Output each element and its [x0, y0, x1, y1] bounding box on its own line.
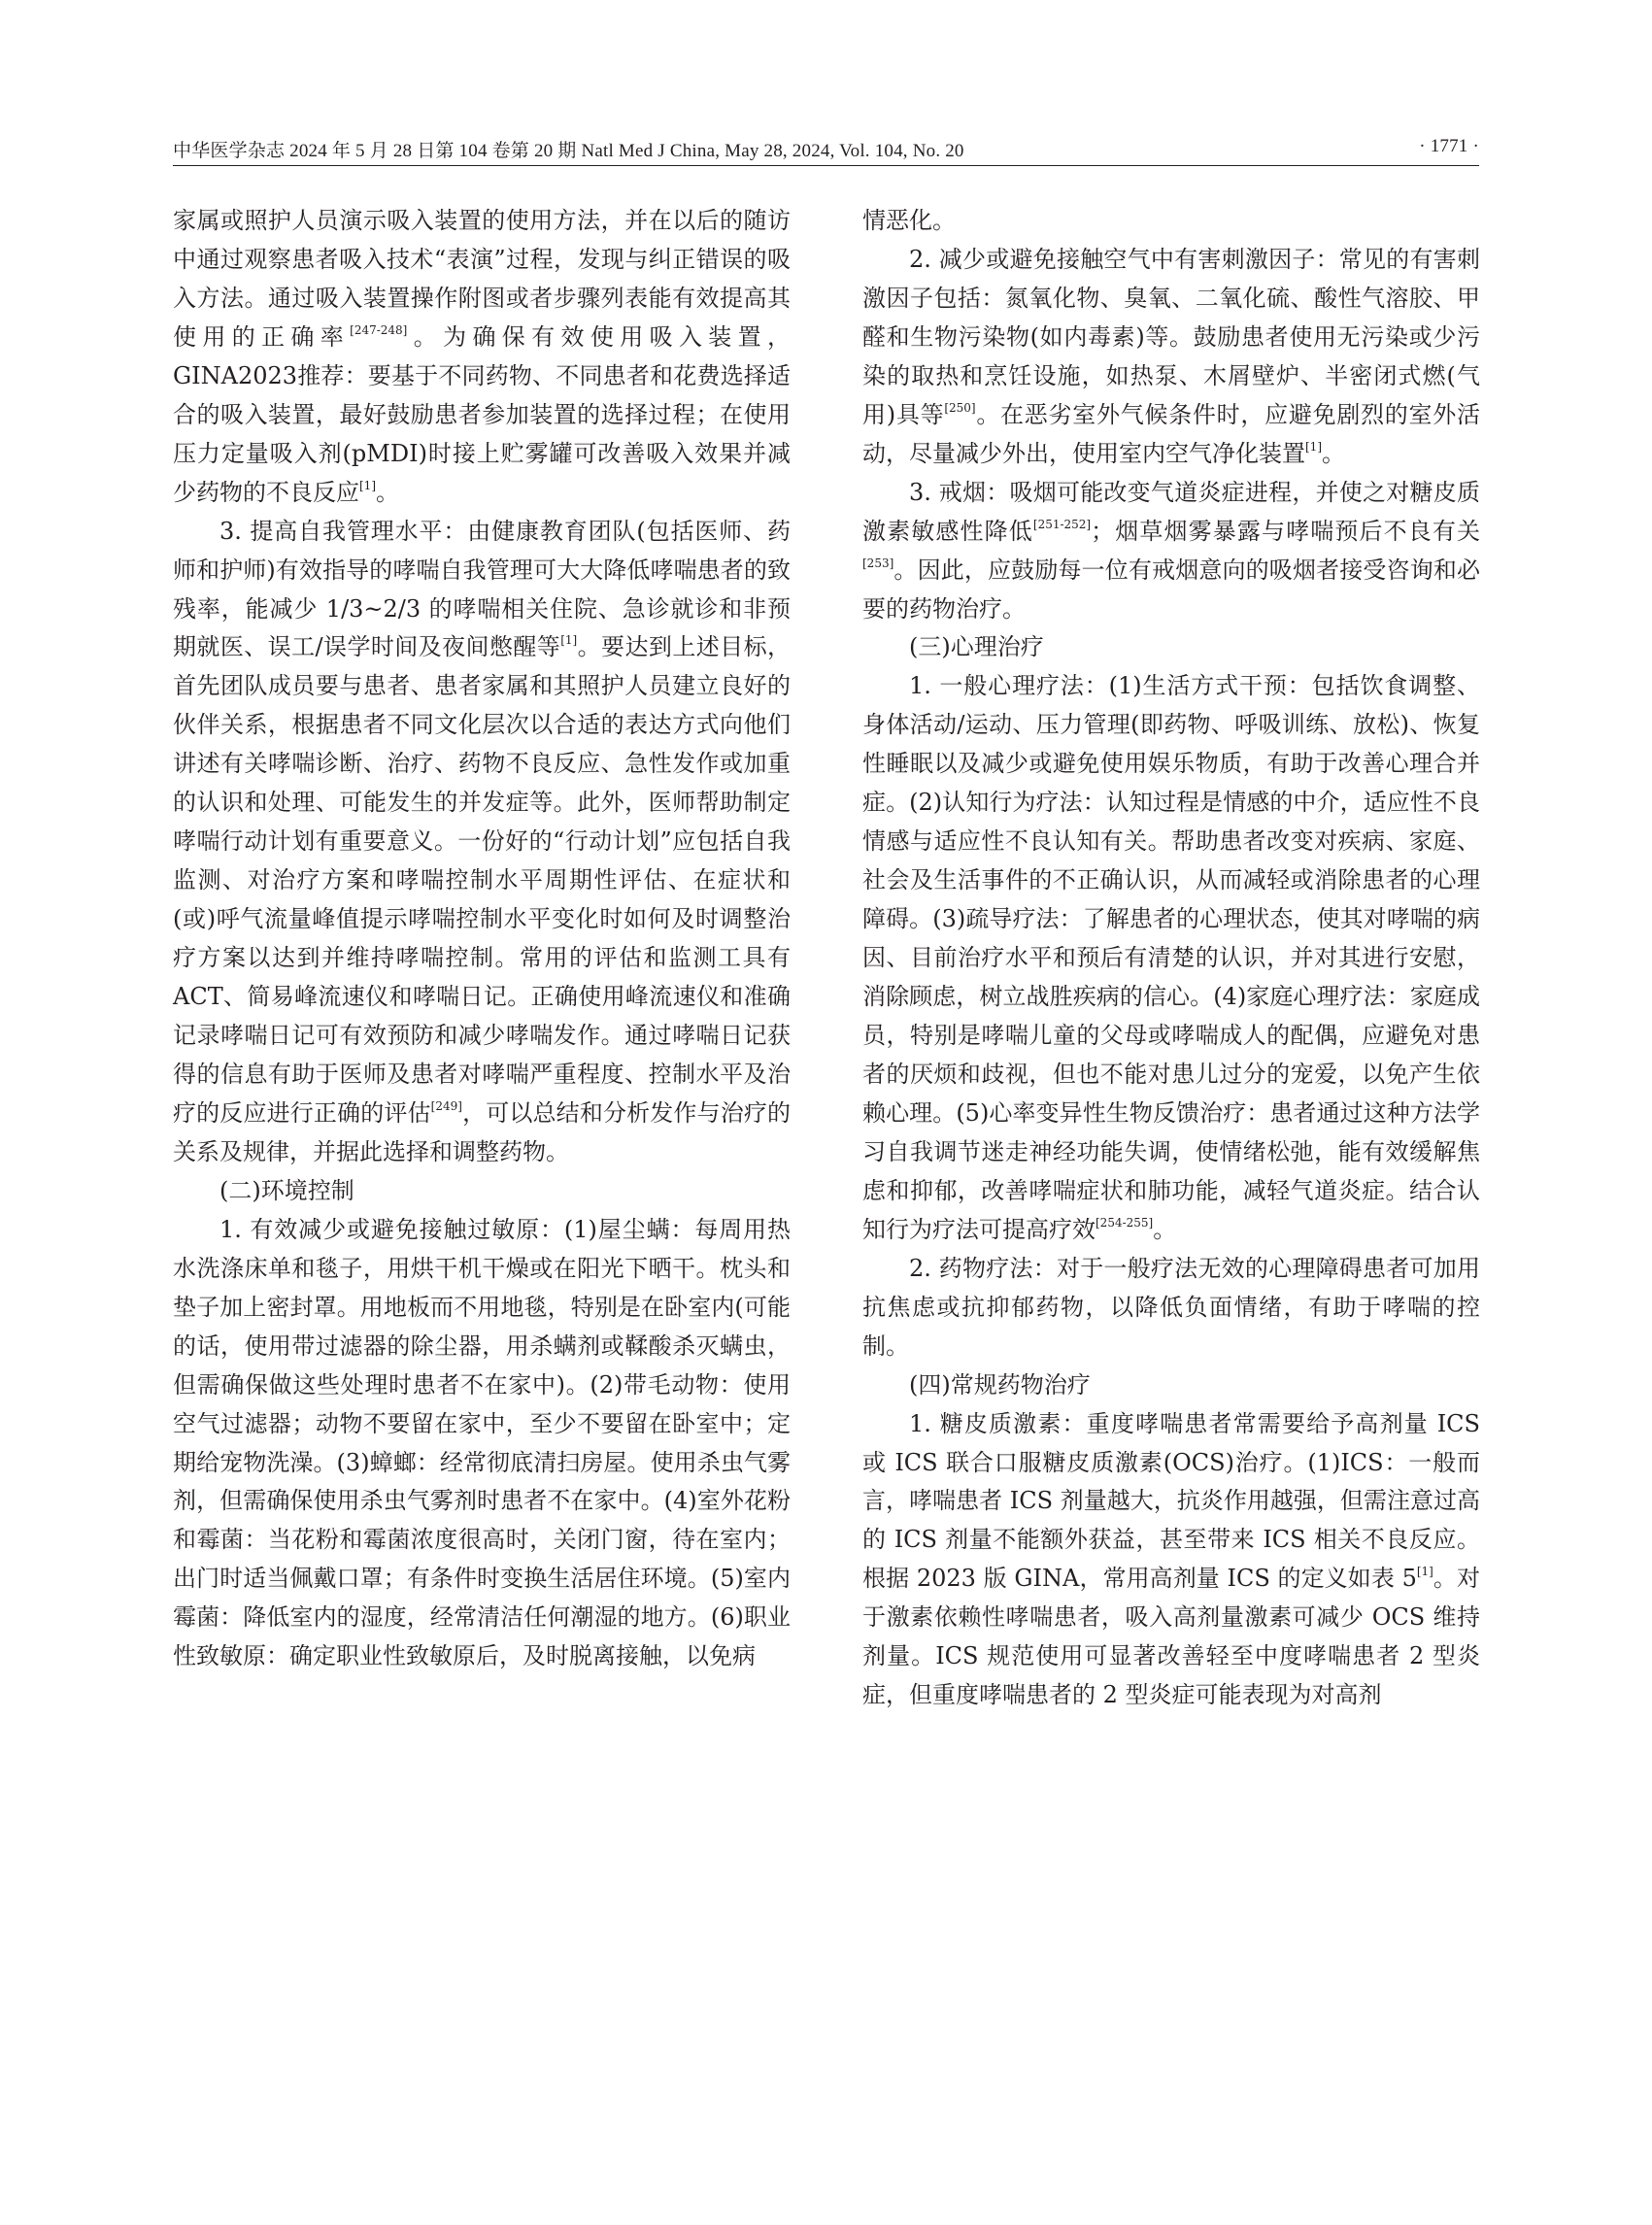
- header-rule: [173, 165, 1479, 166]
- paragraph-corticosteroids: 1. 糖皮质激素：重度哮喘患者常需要给予高剂量 ICS 或 ICS 联合口服糖皮质激素(OCS)治疗。(1)ICS：一般而言，哮喘患者 ICS 剂量越大，抗炎作用越强，但需注意过高的 ICS 剂量不能额外获益，甚至带来 ICS 相关不良反应。根据 2023 版 GINA，常用高剂量 ICS 的定义如表 5[1]。对于激素依赖性哮喘患者，吸入高剂量激素可减少 OCS 维持剂量。ICS 规范使用可显著改善轻至中度哮喘患者 2 型炎症，但重度哮喘患者的 2 型炎症可能表现为对高剂: [862, 1409, 1480, 1709]
- paragraph-allergen-avoidance: 1. 有效减少或避免接触过敏原：(1)屋尘螨：每周用热水洗涤床单和毯子，用烘干机干燥或在阳光下晒干。枕头和垫子加上密封罩。用地板而不用地毯，特别是在卧室内(可能的话，使用带过滤器的除尘器，用杀螨剂或鞣酸杀灭螨虫，但需确保做这些处理时患者不在家中)。(2)带毛动物：使用空气过滤器；动物不要留在家中，至少不要留在卧室中；定期给宠物洗澡。(3)蟑螂：经常彻底清扫房屋。使用杀虫气雾剂，但需确保使用杀虫气雾剂时患者不在家中。(4)室外花粉和霉菌：当花粉和霉菌浓度很高时，关闭门窗，待在室内；出门时适当佩戴口罩；有条件时变换生活居住环境。(5)室内霉菌：降低室内的湿度，经常清洁任何潮湿的地方。(6)职业性致敏原：确定职业性致敏原后，及时脱离接触，以免病: [173, 1215, 791, 1670]
- journal-citation: 中华医学杂志 2024 年 5 月 28 日第 104 卷第 20 期 Natl Med J China, May 28, 2024, Vol. 104, No. 20: [173, 141, 964, 161]
- citation-ref: [250]: [944, 400, 976, 415]
- page-number: · 1771 ·: [1419, 136, 1479, 156]
- citation-ref: [1]: [1416, 1565, 1433, 1579]
- section-heading-psychotherapy: (三)心理治疗: [909, 633, 1044, 661]
- paragraph-self-management: 3. 提高自我管理水平：由健康教育团队(包括医师、药师和护师)有效指导的哮喘自我管理可大大降低哮喘患者的致残率，能减少 1/3~2/3 的哮喘相关住院、急诊就诊和非预期就医、误工/误学时间及夜间憋醒等[1]。要达到上述目标，首先团队成员要与患者、患者家属和其照护人员建立良好的伙伴关系，根据患者不同文化层次以合适的表达方式向他们讲述有关哮喘诊断、治疗、药物不良反应、急性发作或加重的认识和处理、可能发生的并发症等。此外，医师帮助制定哮喘行动计划有重要意义。一份好的“行动计划”应包括自我监测、对治疗方案和哮喘控制水平周期性评估、在症状和(或)呼气流量峰值提示哮喘控制水平变化时如何及时调整治疗方案以达到并维持哮喘控制。常用的评估和监测工具有 ACT、简易峰流速仪和哮喘日记。正确使用峰流速仪和准确记录哮喘日记可有效预防和减少哮喘发作。通过哮喘日记获得的信息有助于医师及患者对哮喘严重程度、控制水平及治疗的反应进行正确的评估[249]，可以总结和分析发作与治疗的关系及规律，并据此选择和调整药物。: [173, 517, 792, 1165]
- citation-ref: [247-248]: [350, 322, 408, 337]
- citation-ref: [254-255]: [1096, 1215, 1154, 1230]
- citation-ref: [249]: [430, 1098, 462, 1113]
- paragraph-irritants: 2. 减少或避免接触空气中有害刺激因子：常见的有害刺激因子包括：氮氧化物、臭氧、二氧化硫、酸性气溶胶、甲醛和生物污染物(如内毒素)等。鼓励患者使用无污染或少污染的取热和烹饪设施，如热泵、木屑壁炉、半密闭式燃(气用)具等[250]。在恶劣室外气候条件时，应避免剧烈的室外活动，尽量减少外出，使用室内空气净化装置[1]。: [862, 245, 1481, 467]
- section-heading-environment: (二)环境控制: [219, 1176, 354, 1204]
- running-header: [173, 136, 1479, 169]
- paragraph-smoking-cessation: 3. 戒烟：吸烟可能改变气道炎症进程，并使之对糖皮质激素敏感性降低[251-252]；烟草烟雾暴露与哮喘预后不良有关[253]。因此，应鼓励每一位有戒烟意向的吸烟者接受咨询和必要的药物治疗。: [862, 478, 1481, 623]
- section-heading-routine-drugs: (四)常规药物治疗: [909, 1370, 1091, 1399]
- paragraph-general-psychotherapy: 1. 一般心理疗法：(1)生活方式干预：包括饮食调整、身体活动/运动、压力管理(即药物、呼吸训练、放松)、恢复性睡眠以及减少或避免使用娱乐物质，有助于改善心理合并症。(2)认知行为疗法：认知过程是情感的中介，适应性不良情感与适应性不良认知有关。帮助患者改变对疾病、家庭、社会及生活事件的不正确认识，从而减轻或消除患者的心理障碍。(3)疏导疗法：了解患者的心理状态，使其对哮喘的病因、目前治疗水平和预后有清楚的认识，并对其进行安慰，消除顾虑，树立战胜疾病的信心。(4)家庭心理疗法：家庭成员，特别是哮喘儿童的父母或哮喘成人的配偶，应避免对患者的厌烦和歧视，但也不能对患儿过分的宠爱，以免产生依赖心理。(5)心率变异性生物反馈治疗：患者通过这种方法学习自我调节迷走神经功能失调，使情绪松弛，能有效缓解焦虑和抑郁，改善哮喘症状和肺功能，减轻气道炎症。结合认知行为疗法可提高疗效[254-255]。: [862, 672, 1480, 1243]
- citation-ref: [1]: [560, 633, 578, 648]
- paragraph-inhaler-demo: 家属或照护人员演示吸入装置的使用方法，并在以后的随访中通过观察患者吸入技术“表演”过程，发现与纠正错误的吸入方法。通过吸入装置操作附图或者步骤列表能有效提高其使用的正确率[247-248]。为确保有效使用吸入装置，GINA2023推荐：要基于不同药物、不同患者和花费选择适合的吸入装置，最好鼓励患者参加装置的选择过程；在使用压力定量吸入剂(pMDI)时接上贮雾罐可改善吸入效果并减少药物的不良反应[1]。: [173, 207, 792, 506]
- paragraph-continuation: 情恶化。: [862, 207, 956, 234]
- citation-ref: [1]: [359, 478, 376, 492]
- right-column: [862, 202, 1480, 1715]
- citation-ref: [253]: [862, 556, 894, 570]
- citation-ref: [1]: [1305, 439, 1322, 454]
- left-column: [173, 202, 791, 1676]
- citation-ref: [251-252]: [1032, 517, 1092, 531]
- paragraph-drug-therapy: 2. 药物疗法：对于一般疗法无效的心理障碍患者可加用抗焦虑或抗抑郁药物，以降低负面情绪，有助于哮喘的控制。: [862, 1254, 1480, 1360]
